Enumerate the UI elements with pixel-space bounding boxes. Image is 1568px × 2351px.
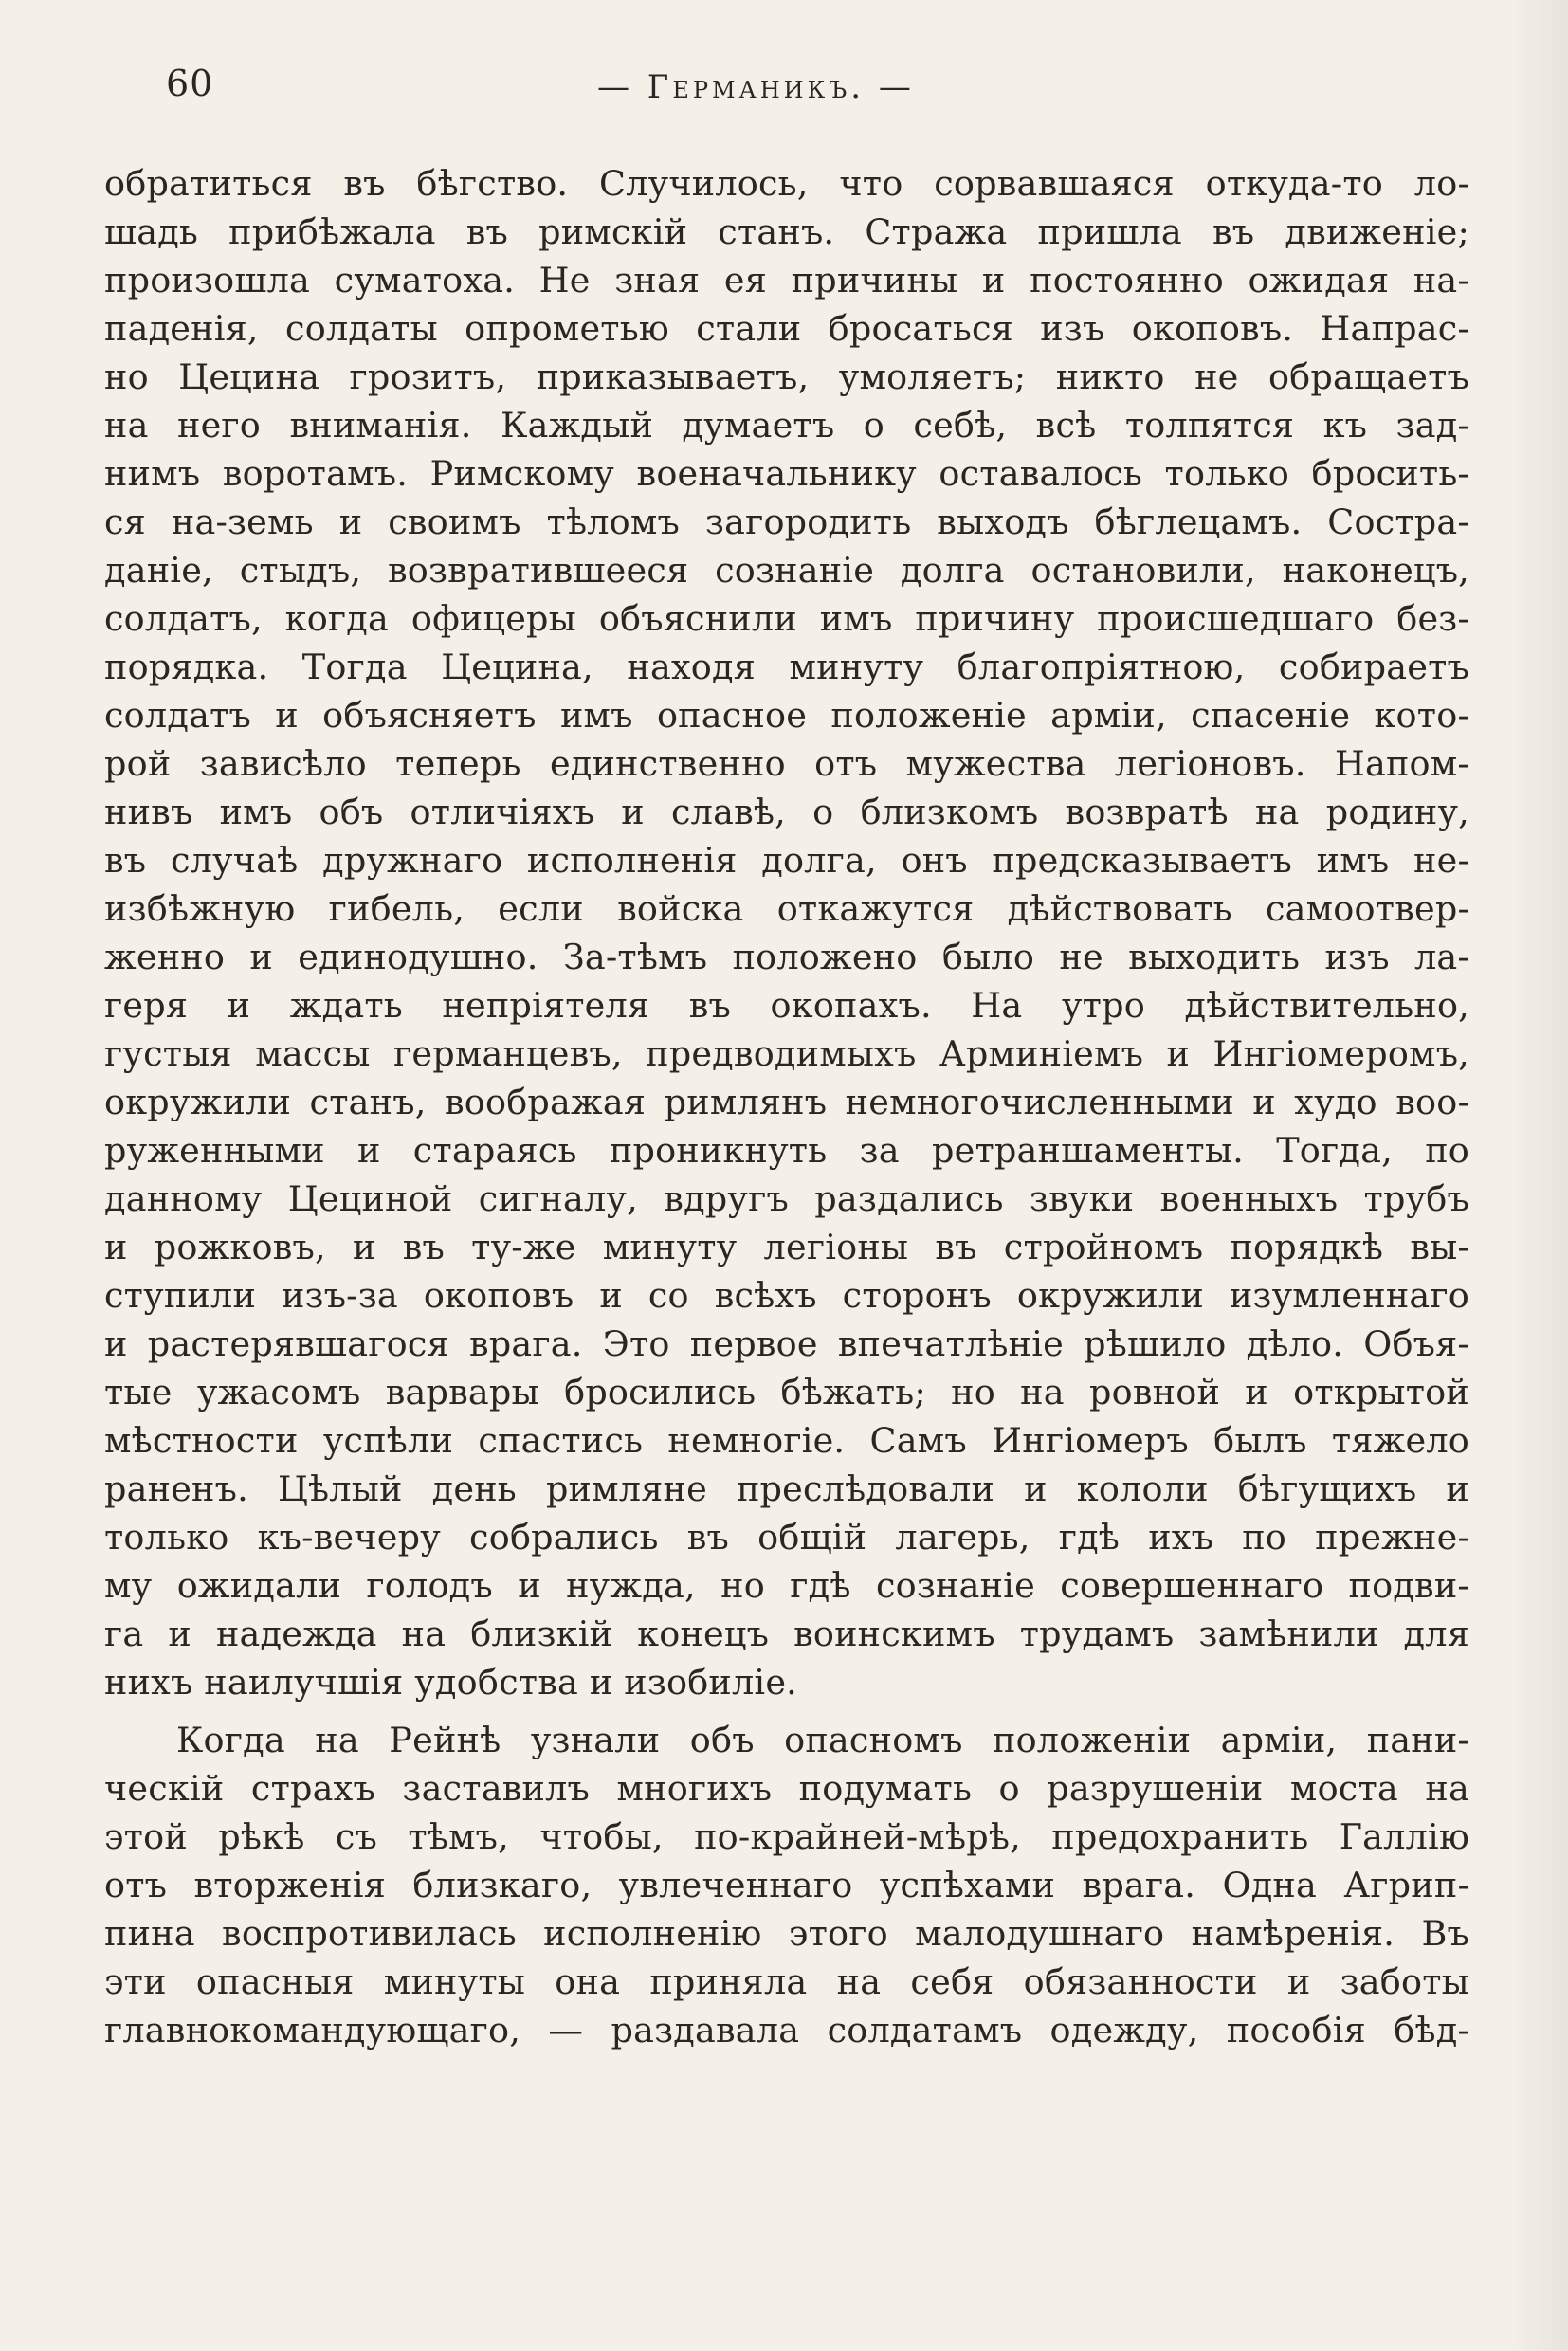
text-line: геря и ждать непріятеля въ окопахъ. На утро дѣйствительно, <box>104 985 1469 1026</box>
text-line: нивъ имъ объ отличіяхъ и славѣ, о близкомъ возвратѣ на родину, <box>104 792 1469 832</box>
page-header <box>95 63 1479 119</box>
text-line: нихъ наилучшія удобства и изобиліе. <box>104 1662 798 1703</box>
text-line: густыя массы германцевъ, предводимыхъ Арминіемъ и Ингіомеромъ, <box>104 1033 1469 1074</box>
text-line: отъ вторженія близкаго, увлеченнаго успѣхами врага. Одна Агрип- <box>104 1865 1469 1905</box>
text-line: ческій страхъ заставилъ многихъ подумать о разрушеніи моста на <box>104 1768 1469 1809</box>
text-line: Когда на Рейнѣ узнали объ опасномъ положеніи арміи, пани- <box>176 1720 1469 1760</box>
text-line: произошла суматоха. Не зная ея причины и постоянно ожидая на- <box>104 260 1469 301</box>
text-line: га и надежда на близкій конецъ воинскимъ трудамъ замѣнили для <box>104 1613 1469 1654</box>
paragraph-1 <box>104 159 1469 1706</box>
text-line: въ случаѣ дружнаго исполненія долга, онъ предсказываетъ имъ не- <box>104 840 1469 881</box>
text-line: главнокомандующаго, — раздавала солдатамъ одежду, пособія бѣд- <box>104 2010 1469 2050</box>
text-line: на него вниманія. Каждый думаетъ о себѣ, всѣ толпятся къ зад- <box>104 405 1469 446</box>
text-line: этой рѣкѣ съ тѣмъ, чтобы, по-крайней-мѣрѣ, предохранить Галлію <box>104 1816 1469 1857</box>
text-line: избѣжную гибель, если войска откажутся дѣйствовать самоотвер- <box>104 888 1469 929</box>
text-line: руженными и стараясь проникнуть за ретраншаменты. Тогда, по <box>104 1130 1469 1171</box>
text-line: обратиться въ бѣгство. Случилось, что сорвавшаяся откуда-то ло- <box>104 163 1469 204</box>
text-line: мѣстности успѣли спастись немногіе. Самъ Ингіомеръ былъ тяжело <box>104 1420 1469 1461</box>
text-line: ступили изъ-за окоповъ и со всѣхъ сторонъ окружили изумленнаго <box>104 1275 1469 1316</box>
text-line: и растерявшагося врага. Это первое впечатлѣніе рѣшило дѣло. Объя- <box>104 1323 1469 1364</box>
text-line: солдатъ, когда офицеры объяснили имъ причину происшедшаго без- <box>104 598 1469 639</box>
text-line: только къ-вечеру собрались въ общій лагерь, гдѣ ихъ по прежне- <box>104 1517 1469 1558</box>
text-line: му ожидали голодъ и нужда, но гдѣ сознаніе совершеннаго подви- <box>104 1565 1469 1606</box>
text-line: раненъ. Цѣлый день римляне преслѣдовали и кололи бѣгущихъ и <box>104 1468 1469 1509</box>
page-number: 60 <box>166 63 214 104</box>
paragraph-gap <box>104 1706 1469 1716</box>
text-line: нимъ воротамъ. Римскому военачальнику оставалось только бросить- <box>104 453 1469 494</box>
text-line: эти опасныя минуты она приняла на себя обязанности и заботы <box>104 1961 1469 2002</box>
text-line: ся на-земь и своимъ тѣломъ загородить выходъ бѣглецамъ. Состра- <box>104 501 1469 542</box>
body-text <box>104 159 1469 2054</box>
text-line: паденія, солдаты опрометью стали бросаться изъ окоповъ. Напрас- <box>104 308 1469 349</box>
paragraph-2 <box>104 1716 1469 2054</box>
text-line: порядка. Тогда Цецина, находя минуту благопріятною, собираетъ <box>104 647 1469 687</box>
text-line: и рожковъ, и въ ту-же минуту легіоны въ стройномъ порядкѣ вы- <box>104 1227 1469 1267</box>
text-line: данному Цециной сигналу, вдругъ раздались звуки военныхъ трубъ <box>104 1178 1469 1219</box>
page-edge-shadow <box>1511 0 1568 2351</box>
text-line: окружили станъ, воображая римлянъ немногочисленными и худо воо- <box>104 1082 1469 1122</box>
text-line: шадь прибѣжала въ римскій станъ. Стража пришла въ движеніе; <box>104 211 1469 252</box>
text-line: даніе, стыдъ, возвратившееся сознаніе долга остановили, наконецъ, <box>104 550 1469 591</box>
text-line: тые ужасомъ варвары бросились бѣжать; но на ровной и открытой <box>104 1372 1469 1412</box>
running-title: — Германикъ. — <box>597 68 915 106</box>
text-line: женно и единодушно. За-тѣмъ положено было не выходить изъ ла- <box>104 937 1469 977</box>
text-line: но Цецина грозитъ, приказываетъ, умоляетъ; никто не обращаетъ <box>104 356 1469 397</box>
text-line: рой зависѣло теперь единственно отъ мужества легіоновъ. Напом- <box>104 743 1469 784</box>
text-line: солдатъ и объясняетъ имъ опасное положеніе арміи, спасеніе кото- <box>104 695 1469 736</box>
text-line: пина воспротивилась исполненію этого малодушнаго намѣренія. Въ <box>104 1913 1469 1954</box>
